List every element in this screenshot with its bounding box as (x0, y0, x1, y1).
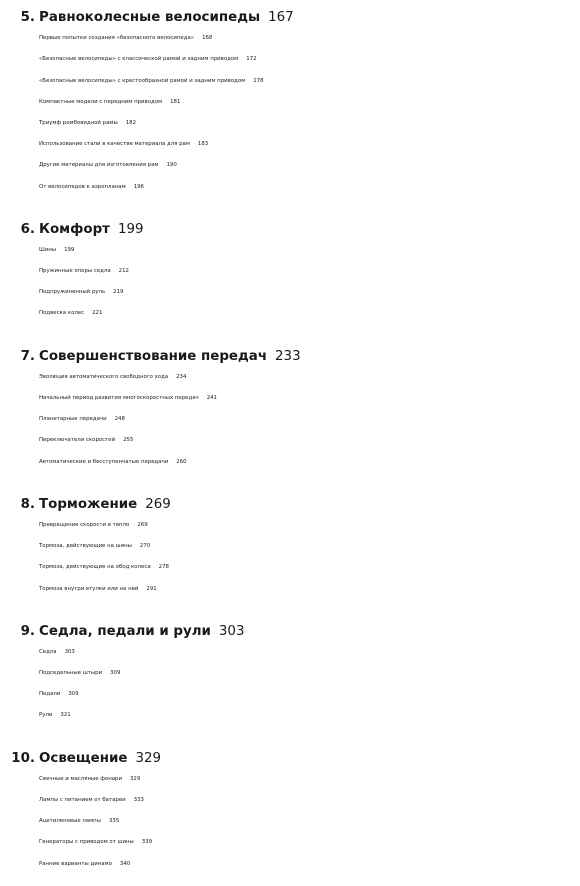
entry-page: 269 (137, 521, 148, 528)
entry-page: 309 (110, 670, 121, 677)
chapter-number: 9. (20, 623, 35, 639)
toc-entry (0, 832, 580, 853)
chapter-heading (0, 346, 580, 367)
chapter-title-line (39, 219, 144, 240)
entry-title: Подвеска колес (39, 310, 85, 317)
chapter-10 (0, 748, 580, 875)
toc-entry (0, 579, 580, 600)
chapter-page: 303 (218, 623, 245, 639)
entry-page: 278 (158, 564, 169, 571)
chapter-6 (0, 219, 580, 325)
chapter-7 (0, 346, 580, 473)
toc-entry (0, 430, 580, 451)
entry-page: 321 (60, 712, 71, 719)
chapter-heading (0, 621, 580, 642)
toc-entry (0, 705, 580, 726)
chapter-number: 5. (20, 10, 35, 25)
entry-title: «Безопасные велосипеды» с классической рамой и задним приводом (39, 56, 239, 63)
entry-title: Другие материалы для изготовления рам (39, 162, 159, 169)
chapter-title: Совершенствование передач (39, 348, 268, 364)
entry-page: 172 (246, 56, 257, 63)
entry-title: Свечные и масляные фонари (39, 775, 122, 782)
toc-entry (0, 177, 580, 198)
entry-title: Тормоза внутри втулки или на ней (39, 585, 139, 592)
entry-title: Тормоза, действующие на шины (39, 543, 132, 550)
entry-title: Рули (39, 712, 53, 719)
entry-title: Ацетиленовые лампы (39, 818, 101, 825)
entry-page: 196 (133, 183, 144, 190)
toc-entry (0, 240, 580, 261)
chapter-title: Комфорт (39, 221, 110, 237)
toc-entry (0, 49, 580, 70)
entry-title: Компактные модели с передним приводом (39, 98, 163, 105)
chapter-page: 233 (275, 348, 301, 364)
toc-entry (0, 557, 580, 578)
toc-entry (0, 28, 580, 49)
entry-page: 255 (123, 437, 134, 444)
entry-page: 182 (125, 119, 136, 126)
toc-entry (0, 663, 580, 684)
toc-entry (0, 515, 580, 536)
toc-entry (0, 367, 580, 388)
entry-page: 309 (68, 691, 79, 698)
chapter-title: Равноколесные велосипеды (39, 10, 261, 25)
chapter-page: 329 (135, 750, 162, 766)
entry-page: 329 (129, 775, 141, 782)
entry-page: 234 (176, 373, 187, 380)
entry-title: Педали (39, 691, 61, 698)
entry-page: 221 (92, 310, 103, 317)
entry-title: Эволюция автоматического свободного хода (39, 373, 169, 380)
toc-entry (0, 388, 580, 409)
chapter-5 (0, 7, 580, 198)
chapter-page: 167 (268, 10, 294, 25)
chapter-number: 6. (20, 221, 35, 237)
entry-title: Переключатели скоростей (39, 437, 116, 444)
toc-entry (0, 769, 580, 790)
chapter-title-line (39, 748, 161, 769)
entry-title: Триумф ромбовидной рамы (39, 119, 118, 126)
entry-page: 270 (139, 543, 151, 550)
chapter-heading (0, 7, 580, 28)
entry-title: Лампы с питанием от батареи (39, 797, 126, 803)
chapter-title-line (39, 346, 301, 367)
toc-entry (0, 642, 580, 663)
entry-page: 291 (146, 585, 157, 592)
entry-page: 168 (202, 35, 213, 42)
chapter-title: Освещение (39, 750, 128, 766)
toc-entry (0, 282, 580, 303)
entry-page: 335 (108, 818, 120, 825)
toc-entry (0, 854, 580, 875)
toc-entry (0, 536, 580, 557)
entry-title: Седла (39, 648, 57, 655)
chapter-page: 199 (117, 221, 144, 237)
chapter-heading (0, 494, 580, 515)
toc-entry (0, 303, 580, 324)
toc-entry (0, 811, 580, 832)
chapter-heading (0, 748, 580, 769)
toc-entry (0, 155, 580, 176)
chapter-number: 8. (20, 496, 35, 512)
toc-entry (0, 71, 580, 92)
entry-title: От велосипедов к аэропланам (39, 183, 126, 190)
entry-page: 260 (176, 458, 187, 465)
chapter-title-line (39, 494, 171, 515)
entry-page: 241 (206, 395, 217, 401)
toc-entry (0, 452, 580, 473)
chapter-title-line (39, 7, 294, 28)
table-of-contents (0, 7, 580, 875)
entry-page: 199 (64, 246, 75, 253)
toc-entry (0, 113, 580, 134)
entry-page: 190 (166, 162, 177, 169)
entry-title: Превращение скорости в тепло (39, 521, 130, 528)
entry-title: Пружинные опоры седла (39, 268, 111, 275)
entry-title: Тормоза, действующие на обод колеса (39, 564, 151, 571)
entry-title: Начальный период развития многоскоростных передач (39, 395, 199, 401)
entry-title: Использование стали в качестве материала для рам (39, 141, 190, 148)
entry-page: 181 (170, 98, 181, 105)
entry-title: «Безопасные велосипеды» с крестообразной рамой и задним приводом (39, 77, 246, 84)
toc-entry (0, 684, 580, 705)
entry-page: 183 (197, 141, 209, 148)
toc-entry (0, 409, 580, 430)
entry-page: 248 (114, 416, 125, 423)
entry-title: Подседельные штыри (39, 670, 103, 677)
toc-entry (0, 790, 580, 811)
entry-page: 333 (133, 797, 144, 803)
toc-entry (0, 261, 580, 282)
entry-page: 219 (113, 289, 124, 296)
chapter-heading (0, 219, 580, 240)
entry-title: Шины (39, 246, 57, 253)
toc-entry (0, 134, 580, 155)
entry-title: Генераторы с приводом от шины (39, 839, 134, 846)
chapter-title: Седла, педали и рули (39, 623, 211, 639)
entry-title: Ранние варианты динамо (39, 860, 112, 867)
entry-title: Планетарные передачи (39, 416, 107, 423)
chapter-9 (0, 621, 580, 727)
chapter-page: 269 (145, 496, 171, 512)
entry-page: 303 (64, 648, 75, 655)
entry-page: 340 (119, 860, 131, 867)
toc-entry (0, 92, 580, 113)
entry-title: Подпружиненный руль (39, 289, 106, 296)
chapter-8 (0, 494, 580, 600)
chapter-title-line (39, 621, 244, 642)
entry-title: Автоматические и бесступенчатые передачи (39, 458, 169, 465)
chapter-number: 10. (11, 750, 35, 766)
chapter-title: Торможение (39, 496, 138, 512)
entry-page: 339 (141, 839, 153, 846)
entry-page: 212 (118, 268, 129, 275)
chapter-number: 7. (20, 348, 35, 364)
entry-title: Первые попытки создания «безопасного велосипеда» (39, 35, 195, 42)
entry-page: 178 (253, 77, 264, 84)
